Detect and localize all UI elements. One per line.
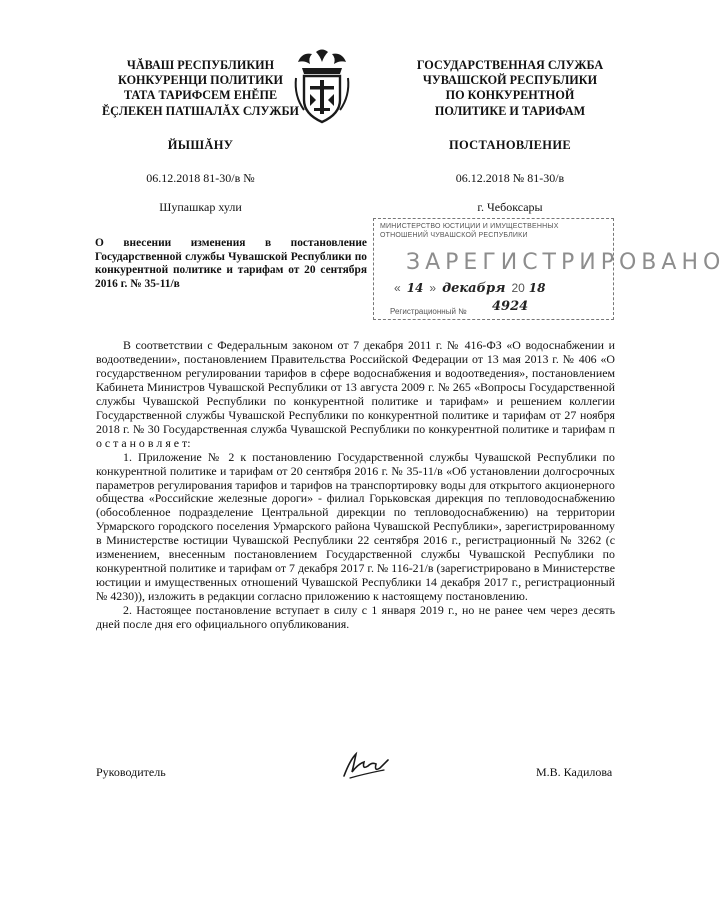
- header-left-org: [98, 58, 303, 119]
- stamp-date-year: 18: [528, 281, 546, 295]
- header-right-city: г. Чебоксары: [477, 200, 543, 214]
- header-left-doc-type: ЙЫШĂНУ: [167, 138, 234, 152]
- header-left-line: ЧĂВАШ РЕСПУБЛИКИН: [126, 58, 275, 72]
- stamp-line: ОТНОШЕНИЙ ЧУВАШСКОЙ РЕСПУБЛИКИ: [380, 231, 528, 239]
- stamp-line: МИНИСТЕРСТВО ЮСТИЦИИ И ИМУЩЕСТВЕННЫХ: [380, 223, 559, 230]
- signatory-name: М.В. Кадилова: [536, 765, 613, 779]
- stamp-header: [380, 223, 559, 240]
- body-paragraph: 1. Приложение № 2 к постановлению Государственной службы Чувашской Республики по конкурентной политике и тарифам от 20 сентября 2016 г. № 35-11/в «Об установлении долгосрочных параметров регулирования тарифов и тарифов на транспортировку воды для открытого акционерного общества «Российские железные дороги» - филиал Горьковская дирекция по тепловодоснабжению (обособленное подразделение Центральной дирекции по тепловодоснабжению) на территории Урмарского городского поселения Урмарского района Чувашской Республики», зарегистрированному в Министерстве юстиции Чувашской Республики 22 сентября 2016 г., регистрационный № 3262 (с изменением, внесенным постановлением Государственной службы Чувашской Республики по конкурентной политике и тарифам от 7 декабря 2017 г. № 116-21/в (зарегистрировано в Министерстве юстиции и имущественных отношений Чувашской Республики 14 декабря 2017 г., регистрационный № 4230)), изложить в редакции согласно приложению к настоящему постановлению.: [96, 449, 615, 604]
- document-subject: О внесении изменения в постановление Государственной службы Чувашской Республики по конкурентной политике и тарифам от 20 сентября 2016 г. № 35-11/в: [95, 237, 367, 290]
- header-right-line: ПО КОНКУРЕНТНОЙ: [445, 88, 575, 103]
- stamp-date: « 14 » декабря 20 18: [394, 281, 546, 296]
- header-left-date-number: 06.12.2018 81-30/в №: [146, 171, 255, 185]
- body-paragraph: В соответствии с Федеральным законом от 7 декабря 2011 г. № 416-ФЗ «О водоснабжении и водоотведении», постановлением Правительства Российской Федерации от 13 мая 2013 г. № 406 «О государственном регулировании тарифов в сфере водоснабжения и водоотведения», постановлением Кабинета Министров Чувашской Республики от 13 августа 2009 г. № 265 «Вопросы Государственной службы Чувашской Республики по конкурентной политике и тарифам» и решением коллегии Государственной службы Чувашской Республики по конкурентной политике и тарифам от 27 ноября 2018 г. № 30 Государственная служба Чувашской Республики по конкурентной политике и тарифам п о с т а н о в л я е т:: [96, 338, 615, 450]
- signature-icon: [340, 750, 392, 780]
- stamp-reg-label: Регистрационный №: [390, 307, 467, 316]
- header-right-doc-type: ПОСТАНОВЛЕНИЕ: [448, 138, 571, 152]
- stamp-registered-text: ЗАРЕГИСТРИРОВАНО: [406, 250, 725, 275]
- header-right-org: [400, 58, 620, 119]
- header-left-line: ĔÇЛЕКЕН ПАТШАЛĂХ СЛУЖБИ: [102, 103, 299, 118]
- header-right-line: ЧУВАШСКОЙ РЕСПУБЛИКИ: [422, 73, 598, 88]
- stamp-date-day: 14: [406, 281, 424, 295]
- header-right-line: ГОСУДАРСТВЕННАЯ СЛУЖБА: [416, 58, 604, 72]
- document-body: [96, 339, 615, 632]
- header-left-city: Шупашкар хули: [159, 200, 242, 214]
- stamp-date-month: декабря: [442, 281, 506, 296]
- header-right-line: ПОЛИТИКЕ И ТАРИФАМ: [434, 103, 586, 118]
- registration-stamp: [373, 218, 725, 320]
- stamp-reg-number: 4924: [492, 299, 529, 314]
- body-paragraph: 2. Настоящее постановление вступает в силу с 1 января 2019 г., но не ранее чем через десять дней после дня его официального опубликования.: [96, 603, 615, 632]
- header-left-line: КОНКУРЕНЦИ ПОЛИТИКИ: [118, 73, 283, 88]
- signatory-title: Руководитель: [96, 765, 166, 779]
- chuvash-coat-of-arms-icon: [290, 48, 354, 126]
- header-right-date-number: 06.12.2018 № 81-30/в: [455, 171, 565, 185]
- header-left-line: ТАТА ТАРИФСЕМ ЕНĔПЕ: [123, 88, 278, 103]
